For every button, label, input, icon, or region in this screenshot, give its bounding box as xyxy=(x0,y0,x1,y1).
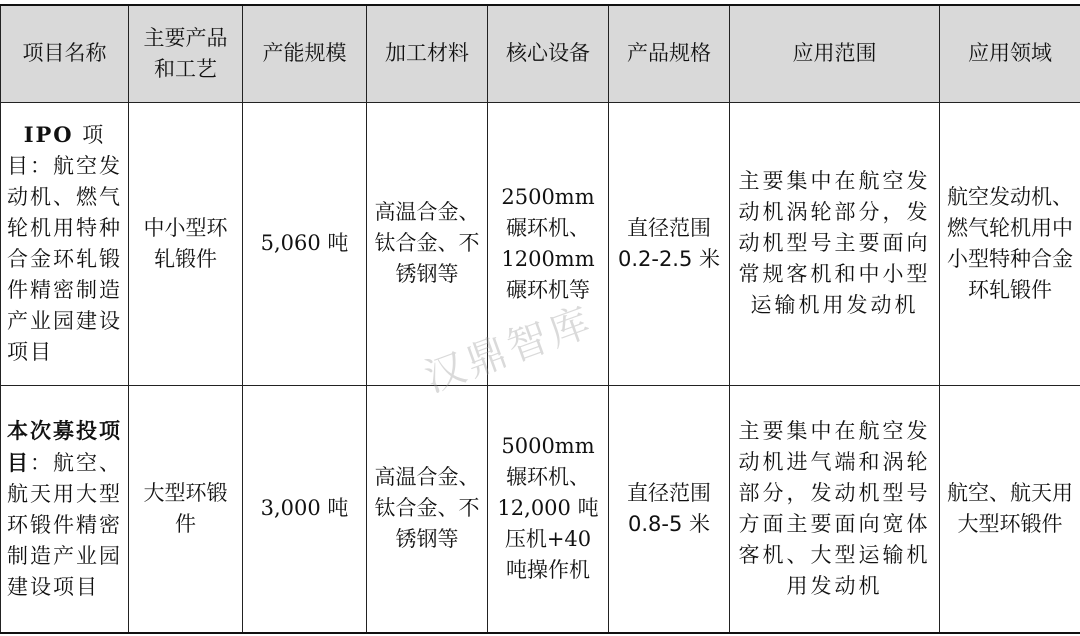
project-name-text: 项目：航空发动机、燃气轮机用特种合金环轧锻件精密制造产业园建设项目 xyxy=(7,123,122,364)
header-application-field: 应用领域 xyxy=(940,5,1080,102)
application-range-cell: 主要集中在航空发动机进气端和涡轮部分，发动机型号方面主要面向宽体客机、大型运输机用发动机 xyxy=(730,385,940,633)
product-cell: 中小型环轧锻件 xyxy=(129,102,243,385)
project-name-cell xyxy=(1,102,129,385)
material-cell: 高温合金、钛合金、不锈钢等 xyxy=(367,385,488,633)
project-name-text: ：航空、航天用大型环锻件精密制造产业园建设项目 xyxy=(7,450,122,599)
header-equipment: 核心设备 xyxy=(488,5,609,102)
table-row xyxy=(1,102,1080,385)
material-cell: 高温合金、钛合金、不锈钢等 xyxy=(367,102,488,385)
capacity-cell: 5,060 吨 xyxy=(243,102,367,385)
header-product-process: 主要产品和工艺 xyxy=(129,5,243,102)
spec-cell: 直径范围 0.8-5 米 xyxy=(609,385,730,633)
project-name-bold: IPO xyxy=(23,122,74,147)
project-name-bold: 本次募投项目 xyxy=(7,417,122,475)
spec-cell: 直径范围 0.2-2.5 米 xyxy=(609,102,730,385)
header-material: 加工材料 xyxy=(367,5,488,102)
equipment-cell: 5000mm辗环机、12,000 吨压机+40 吨操作机 xyxy=(488,385,609,633)
header-row xyxy=(1,5,1080,102)
table-row xyxy=(1,385,1080,633)
application-range-cell: 主要集中在航空发动机涡轮部分，发动机型号主要面向常规客机和中小型运输机用发动机 xyxy=(730,102,940,385)
project-comparison-table xyxy=(0,4,1080,634)
watermark: 汉鼎智库 xyxy=(418,298,600,402)
header-spec: 产品规格 xyxy=(609,5,730,102)
header-application-range: 应用范围 xyxy=(730,5,940,102)
project-name-cell xyxy=(1,385,129,633)
capacity-cell: 3,000 吨 xyxy=(243,385,367,633)
product-cell: 大型环锻件 xyxy=(129,385,243,633)
equipment-cell: 2500mm碾环机、1200mm碾环机等 xyxy=(488,102,609,385)
application-field-cell: 航空、航天用大型环锻件 xyxy=(940,385,1080,633)
header-capacity: 产能规模 xyxy=(243,5,367,102)
header-project-name: 项目名称 xyxy=(1,5,129,102)
application-field-cell: 航空发动机、燃气轮机用中小型特种合金环轧锻件 xyxy=(940,102,1080,385)
